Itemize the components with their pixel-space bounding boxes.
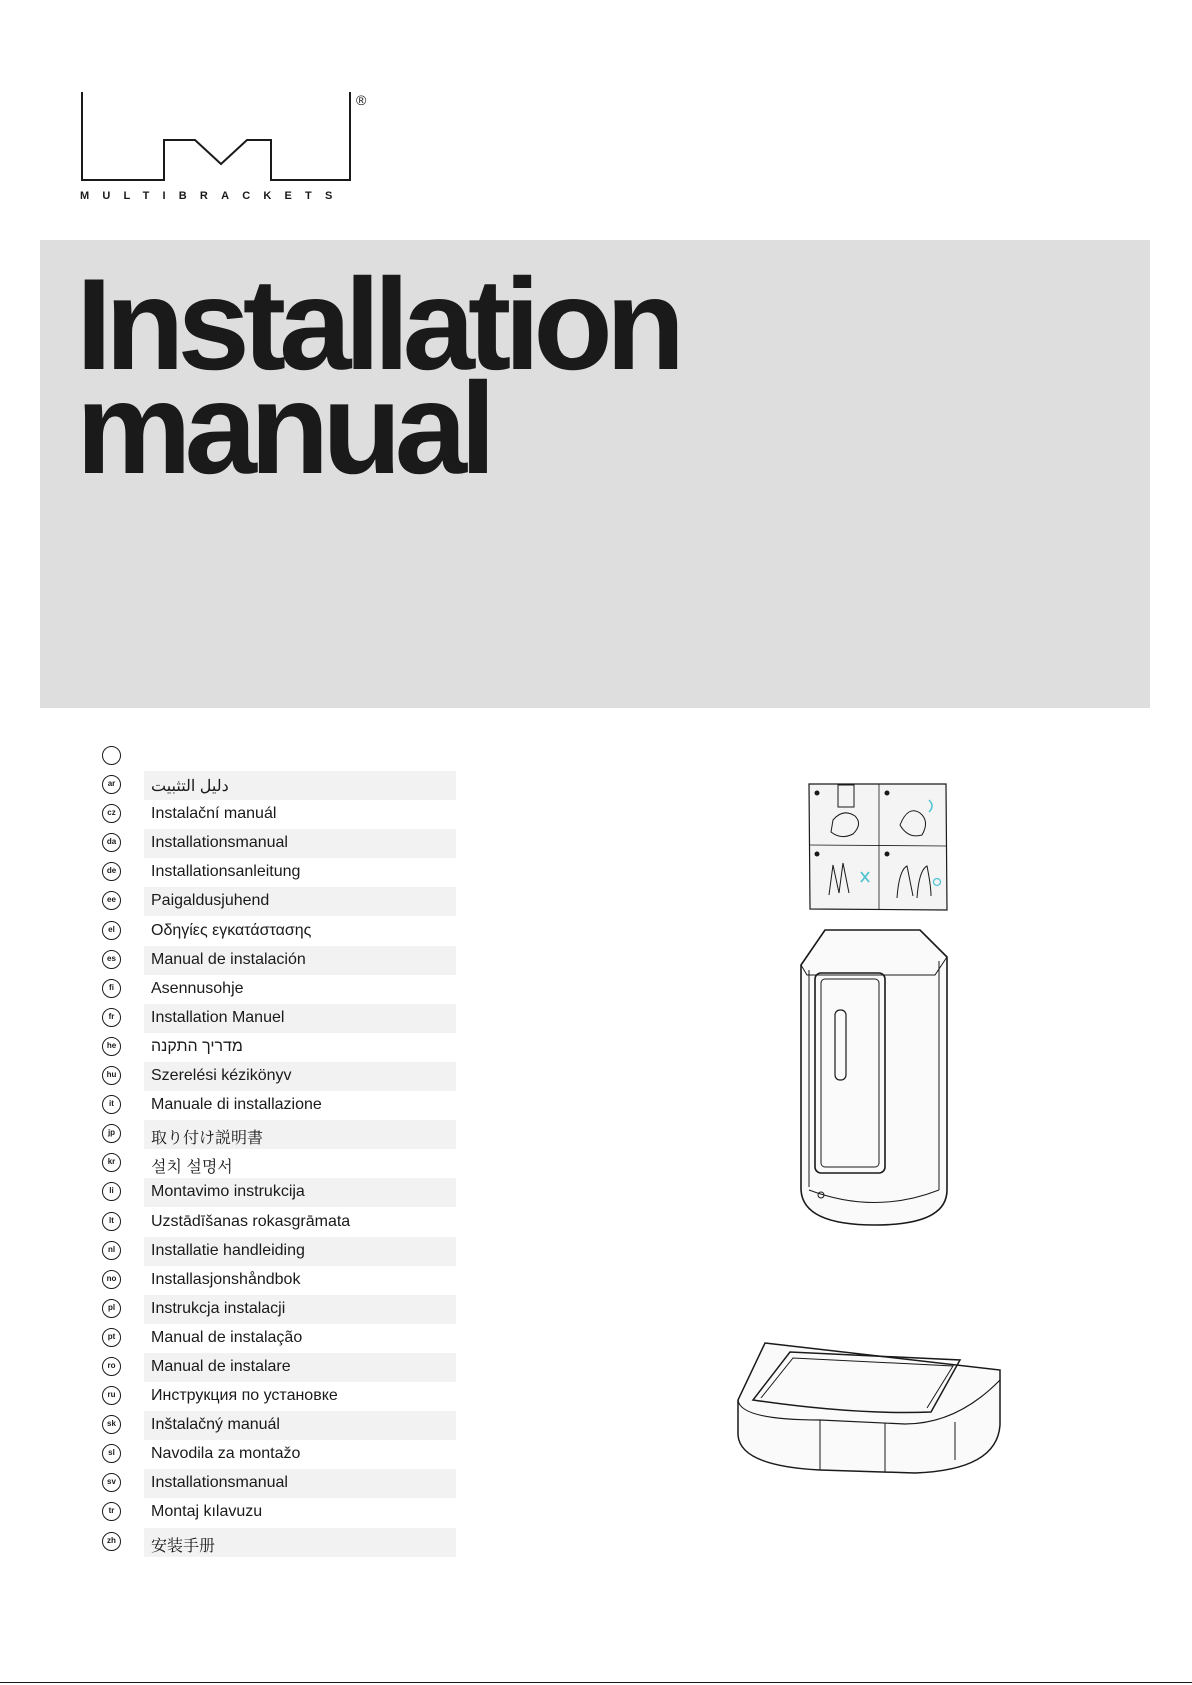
language-label: Installationsmanual bbox=[151, 834, 288, 852]
language-row bbox=[98, 829, 458, 858]
language-row bbox=[98, 1528, 458, 1557]
language-code-badge: hu bbox=[102, 1066, 121, 1085]
language-code-badge: de bbox=[102, 862, 121, 881]
language-code-badge: sv bbox=[102, 1473, 121, 1492]
language-row bbox=[98, 917, 458, 946]
language-label: Installatie handleiding bbox=[151, 1241, 305, 1259]
multibrackets-logo bbox=[80, 90, 380, 205]
row-background bbox=[144, 742, 456, 771]
language-label: Uzstādīšanas rokasgrāmata bbox=[151, 1212, 351, 1230]
language-label: Inštalačný manuál bbox=[151, 1416, 280, 1434]
language-row bbox=[98, 1033, 458, 1062]
footer-rule bbox=[0, 1682, 1192, 1683]
language-row bbox=[98, 1411, 458, 1440]
language-code-badge: sl bbox=[102, 1444, 121, 1463]
language-code-badge: nl bbox=[102, 1241, 121, 1260]
language-code-badge: cz bbox=[102, 804, 121, 823]
language-code-badge: ru bbox=[102, 1386, 121, 1405]
logo-wordmark: MULTIBRACKETS bbox=[80, 190, 346, 202]
language-code-badge: ee bbox=[102, 891, 121, 910]
language-label: Installasjonshåndbok bbox=[151, 1270, 301, 1288]
language-row bbox=[98, 858, 458, 887]
language-label: Installationsanleitung bbox=[151, 863, 301, 881]
language-row bbox=[98, 1353, 458, 1382]
language-row bbox=[98, 946, 458, 975]
language-code-badge: fr bbox=[102, 1008, 121, 1027]
language-code-badge: da bbox=[102, 833, 121, 852]
language-label: Οδηγίες εγκατάστασης bbox=[151, 921, 312, 939]
language-row bbox=[98, 1237, 458, 1266]
language-code-badge: pt bbox=[102, 1328, 121, 1347]
language-label: Manual de instalación bbox=[151, 950, 306, 968]
drip-tray-illustration bbox=[735, 1340, 1005, 1475]
hand-wash-instruction-sticker bbox=[805, 780, 950, 915]
language-code-badge: no bbox=[102, 1270, 121, 1289]
language-code-badge: li bbox=[102, 1182, 121, 1201]
language-label: Montavimo instrukcija bbox=[151, 1183, 305, 1201]
language-code-badge: kr bbox=[102, 1153, 121, 1172]
language-code-badge: jp bbox=[102, 1124, 121, 1143]
language-row bbox=[98, 1178, 458, 1207]
language-row bbox=[98, 975, 458, 1004]
language-row bbox=[98, 887, 458, 916]
language-code-badge: zh bbox=[102, 1532, 121, 1551]
registered-mark: ® bbox=[356, 92, 367, 108]
language-code-badge bbox=[102, 746, 121, 765]
language-label: Installation Manuel bbox=[151, 1008, 285, 1026]
language-label: Installationsmanual bbox=[151, 1474, 288, 1492]
page-title bbox=[76, 251, 679, 501]
language-label: Paigaldusjuhend bbox=[151, 892, 270, 910]
language-code-badge: he bbox=[102, 1037, 121, 1056]
language-label: Manuale di installazione bbox=[151, 1096, 322, 1114]
language-row bbox=[98, 771, 458, 800]
language-code-badge: ro bbox=[102, 1357, 121, 1376]
language-row bbox=[98, 1440, 458, 1469]
language-label: 安装手册 bbox=[151, 1537, 216, 1555]
language-code-badge: es bbox=[102, 950, 121, 969]
language-label: מדריך התקנה bbox=[151, 1037, 243, 1055]
language-code-badge: it bbox=[102, 1095, 121, 1114]
language-row bbox=[98, 1149, 458, 1178]
language-label: 取り付け説明書 bbox=[151, 1130, 264, 1148]
language-code-badge: ar bbox=[102, 775, 121, 794]
language-list bbox=[98, 742, 458, 1557]
language-code-badge: sk bbox=[102, 1415, 121, 1434]
language-row bbox=[98, 1266, 458, 1295]
language-row bbox=[98, 1208, 458, 1237]
language-row bbox=[98, 1004, 458, 1033]
language-label: 설치 설명서 bbox=[151, 1159, 233, 1177]
language-label: دليل التثبيت bbox=[151, 778, 229, 796]
title-line-2: manual bbox=[76, 355, 490, 501]
language-row bbox=[98, 1295, 458, 1324]
language-row bbox=[98, 1498, 458, 1527]
language-label: Montaj kılavuzu bbox=[151, 1503, 263, 1521]
language-code-badge: el bbox=[102, 921, 121, 940]
language-row bbox=[98, 742, 458, 771]
language-label: Инструкция по установке bbox=[151, 1387, 338, 1405]
soap-dispenser-illustration bbox=[795, 925, 955, 1230]
language-row bbox=[98, 800, 458, 829]
language-code-badge: tr bbox=[102, 1502, 121, 1521]
title-line-1: Installation bbox=[76, 251, 679, 397]
language-label: Navodila za montažo bbox=[151, 1445, 301, 1463]
language-code-badge: fi bbox=[102, 979, 121, 998]
language-row bbox=[98, 1469, 458, 1498]
language-row bbox=[98, 1382, 458, 1411]
language-code-badge: pl bbox=[102, 1299, 121, 1318]
language-row bbox=[98, 1324, 458, 1353]
language-row bbox=[98, 1120, 458, 1149]
language-label: Manual de instalare bbox=[151, 1357, 291, 1375]
language-code-badge: lt bbox=[102, 1212, 121, 1231]
language-label: Instrukcja instalacji bbox=[151, 1299, 286, 1317]
language-label: Asennusohje bbox=[151, 979, 244, 997]
language-row bbox=[98, 1062, 458, 1091]
language-label: Manual de instalação bbox=[151, 1328, 303, 1346]
language-label: Szerelési kézikönyv bbox=[151, 1067, 292, 1085]
language-label: Instalační manuál bbox=[151, 805, 277, 823]
language-row bbox=[98, 1091, 458, 1120]
